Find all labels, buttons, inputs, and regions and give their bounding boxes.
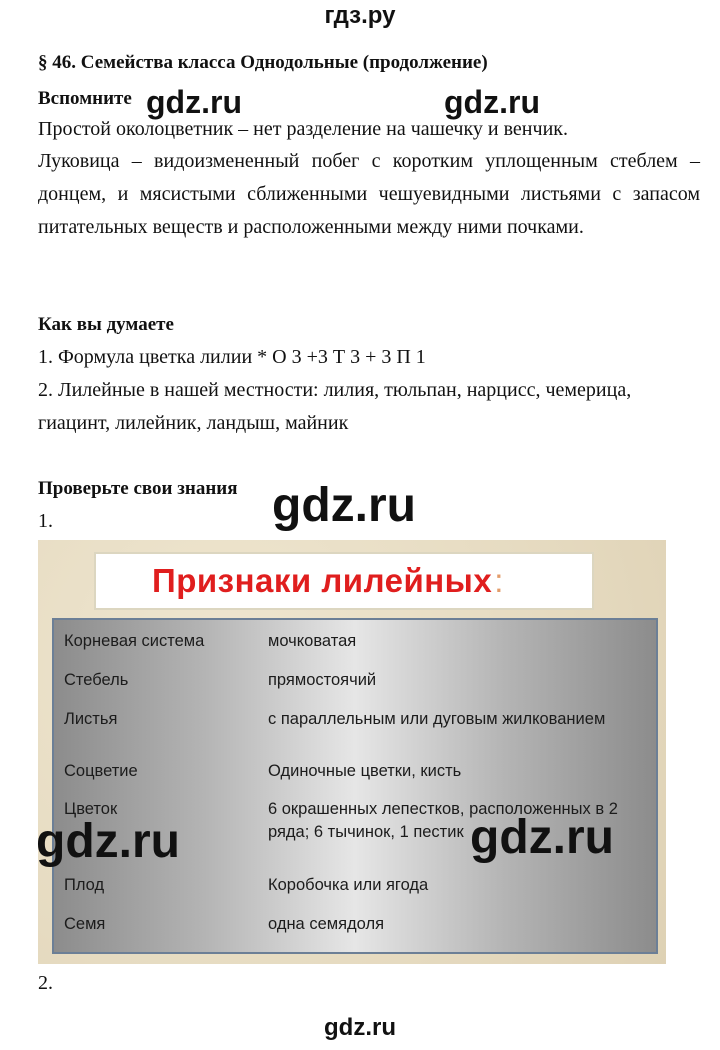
- trait-key-inflorescence: Соцветие: [64, 762, 138, 780]
- trait-value-stem: прямостоячий: [268, 671, 377, 689]
- figure-title-colon: :: [494, 562, 504, 599]
- remember-line-2: Луковица – видоизмененный побег с коротким уплощенным стеблем – донцем, и мясистыми сближенными чешуевидными листьями с запасом питательных веществ и расположенными между ними почками.: [38, 150, 700, 238]
- trait-key-root: Корневая система: [64, 632, 205, 650]
- trait-value-fruit: Коробочка или ягода: [268, 876, 429, 894]
- remember-line-1: Простой околоцветник – нет разделение на чашечку и венчик.: [38, 118, 568, 140]
- trait-value-inflorescence: Одиночные цветки, кисть: [268, 762, 462, 780]
- think-item-1: 1. Формула цветка лилии * О 3 +3 Т 3 + 3 П 1: [38, 346, 426, 368]
- trait-value-root: мочковатая: [268, 632, 357, 650]
- trait-value-seed: одна семядоля: [268, 915, 385, 933]
- think-item-2-line-1: 2. Лилейные в нашей местности: лилия, тюльпан, нарцисс, чемерица,: [38, 379, 632, 401]
- trait-key-fruit: Плод: [64, 876, 105, 894]
- watermark: gdz.ru: [444, 84, 540, 120]
- check-item-1-number: 1.: [38, 510, 53, 532]
- watermark: gdz.ru: [36, 815, 180, 868]
- remember-heading: Вспомните: [38, 88, 132, 109]
- section-title: § 46. Семейства класса Однодольные (продолжение): [38, 52, 488, 73]
- watermark: gdz.ru: [272, 479, 416, 532]
- trait-key-seed: Семя: [64, 915, 106, 933]
- trait-key-leaves: Листья: [64, 710, 118, 728]
- trait-value-leaves: с параллельным или дуговым жилкованием: [268, 710, 606, 728]
- footer-site: gdz.ru: [324, 1014, 396, 1041]
- trait-key-flower: Цветок: [64, 800, 118, 818]
- figure-title-banner: [94, 552, 594, 610]
- trait-value-flower: 6 окрашенных лепестков, расположенных в 2 ряда; 6 тычинок, 1 пестик: [268, 800, 618, 841]
- site-title: гдз.ру: [324, 2, 396, 29]
- think-heading: Как вы думаете: [38, 314, 174, 335]
- watermark: gdz.ru: [146, 84, 242, 120]
- traits-table: [52, 618, 658, 954]
- figure-title-text: Признаки лилейных: [152, 562, 493, 599]
- figure-title: [152, 562, 504, 600]
- watermark: gdz.ru: [470, 811, 614, 864]
- trait-key-stem: Стебель: [64, 671, 129, 689]
- check-item-2-number: 2.: [38, 972, 53, 994]
- think-item-2-line-2: гиацинт, лилейник, ландыш, майник: [38, 412, 349, 434]
- lily-traits-figure: [38, 540, 666, 964]
- check-heading: Проверьте свои знания: [38, 478, 238, 499]
